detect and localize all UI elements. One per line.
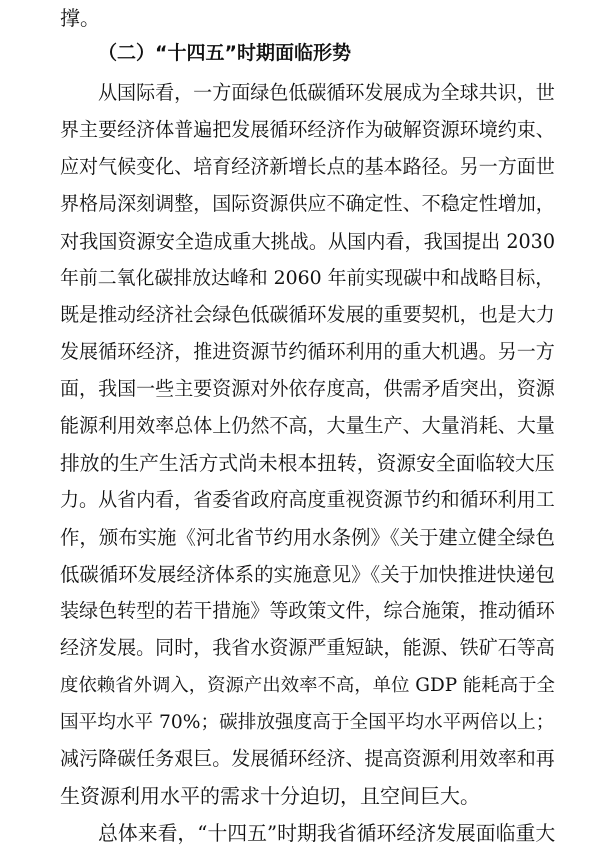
text-line-3: 从国际看，一方面绿色低碳循环发展成为全球共识，世 bbox=[98, 82, 555, 104]
text-line-13: 排放的生产生活方式尚未根本扭转，资源安全面临较大压 bbox=[60, 452, 555, 475]
text-line-7: 对我国资源安全造成重大挑战。从国内看，我国提出 2030 bbox=[60, 230, 556, 253]
text-line-14: 力。从省内看，省委省政府高度重视资源节约和循环利用工 bbox=[60, 489, 555, 511]
text-line-16: 低碳循环发展经济体系的实施意见》《关于加快推进快递包 bbox=[60, 563, 555, 586]
text-line-10: 发展循环经济，推进资源节约循环利用的重大机遇。另一方 bbox=[60, 341, 555, 363]
text-line-12: 能源利用效率总体上仍然不高，大量生产、大量消耗、大量 bbox=[60, 415, 555, 437]
text-line-15: 作，颁布实施《河北省节约用水条例》《关于建立健全绿色 bbox=[60, 526, 555, 549]
text-line-4: 界主要经济体普遍把发展循环经济作为破解资源环境约束、 bbox=[60, 119, 555, 141]
text-line-1: 撑。 bbox=[60, 6, 100, 30]
text-line-8: 年前二氧化碳排放达峰和 2060 年前实现碳中和战略目标， bbox=[60, 267, 555, 289]
text-line-23: 总体来看，“十四五”时期我省循环经济发展面临重大 bbox=[98, 822, 556, 845]
section-heading: （二）“十四五”时期面临形势 bbox=[98, 42, 351, 64]
text-line-5: 应对气候变化、培育经济新增长点的基本路径。另一方面世 bbox=[60, 156, 555, 178]
text-line-6: 界格局深刻调整，国际资源供应不确定性、不稳定性增加， bbox=[60, 193, 555, 215]
text-line-11: 面，我国一些主要资源对外依存度高，供需矛盾突出，资源 bbox=[60, 378, 555, 400]
text-line-19: 度依赖省外调入，资源产出效率不高，单位 GDP 能耗高于全 bbox=[60, 675, 555, 696]
text-line-20: 国平均水平 70%；碳排放强度高于全国平均水平两倍以上； bbox=[60, 712, 555, 733]
text-line-21: 减污降碳任务艰巨。发展循环经济、提高资源利用效率和再 bbox=[60, 748, 555, 770]
text-line-9: 既是推动经济社会绿色低碳循环发展的重要契机，也是大力 bbox=[60, 304, 555, 326]
text-line-22: 生资源利用水平的需求十分迫切，且空间巨大。 bbox=[60, 784, 480, 808]
text-line-17: 装绿色转型的若干措施》等政策文件，综合施策，推动循环 bbox=[60, 600, 555, 622]
text-line-18: 经济发展。同时，我省水资源严重短缺，能源、铁矿石等高 bbox=[60, 637, 555, 659]
